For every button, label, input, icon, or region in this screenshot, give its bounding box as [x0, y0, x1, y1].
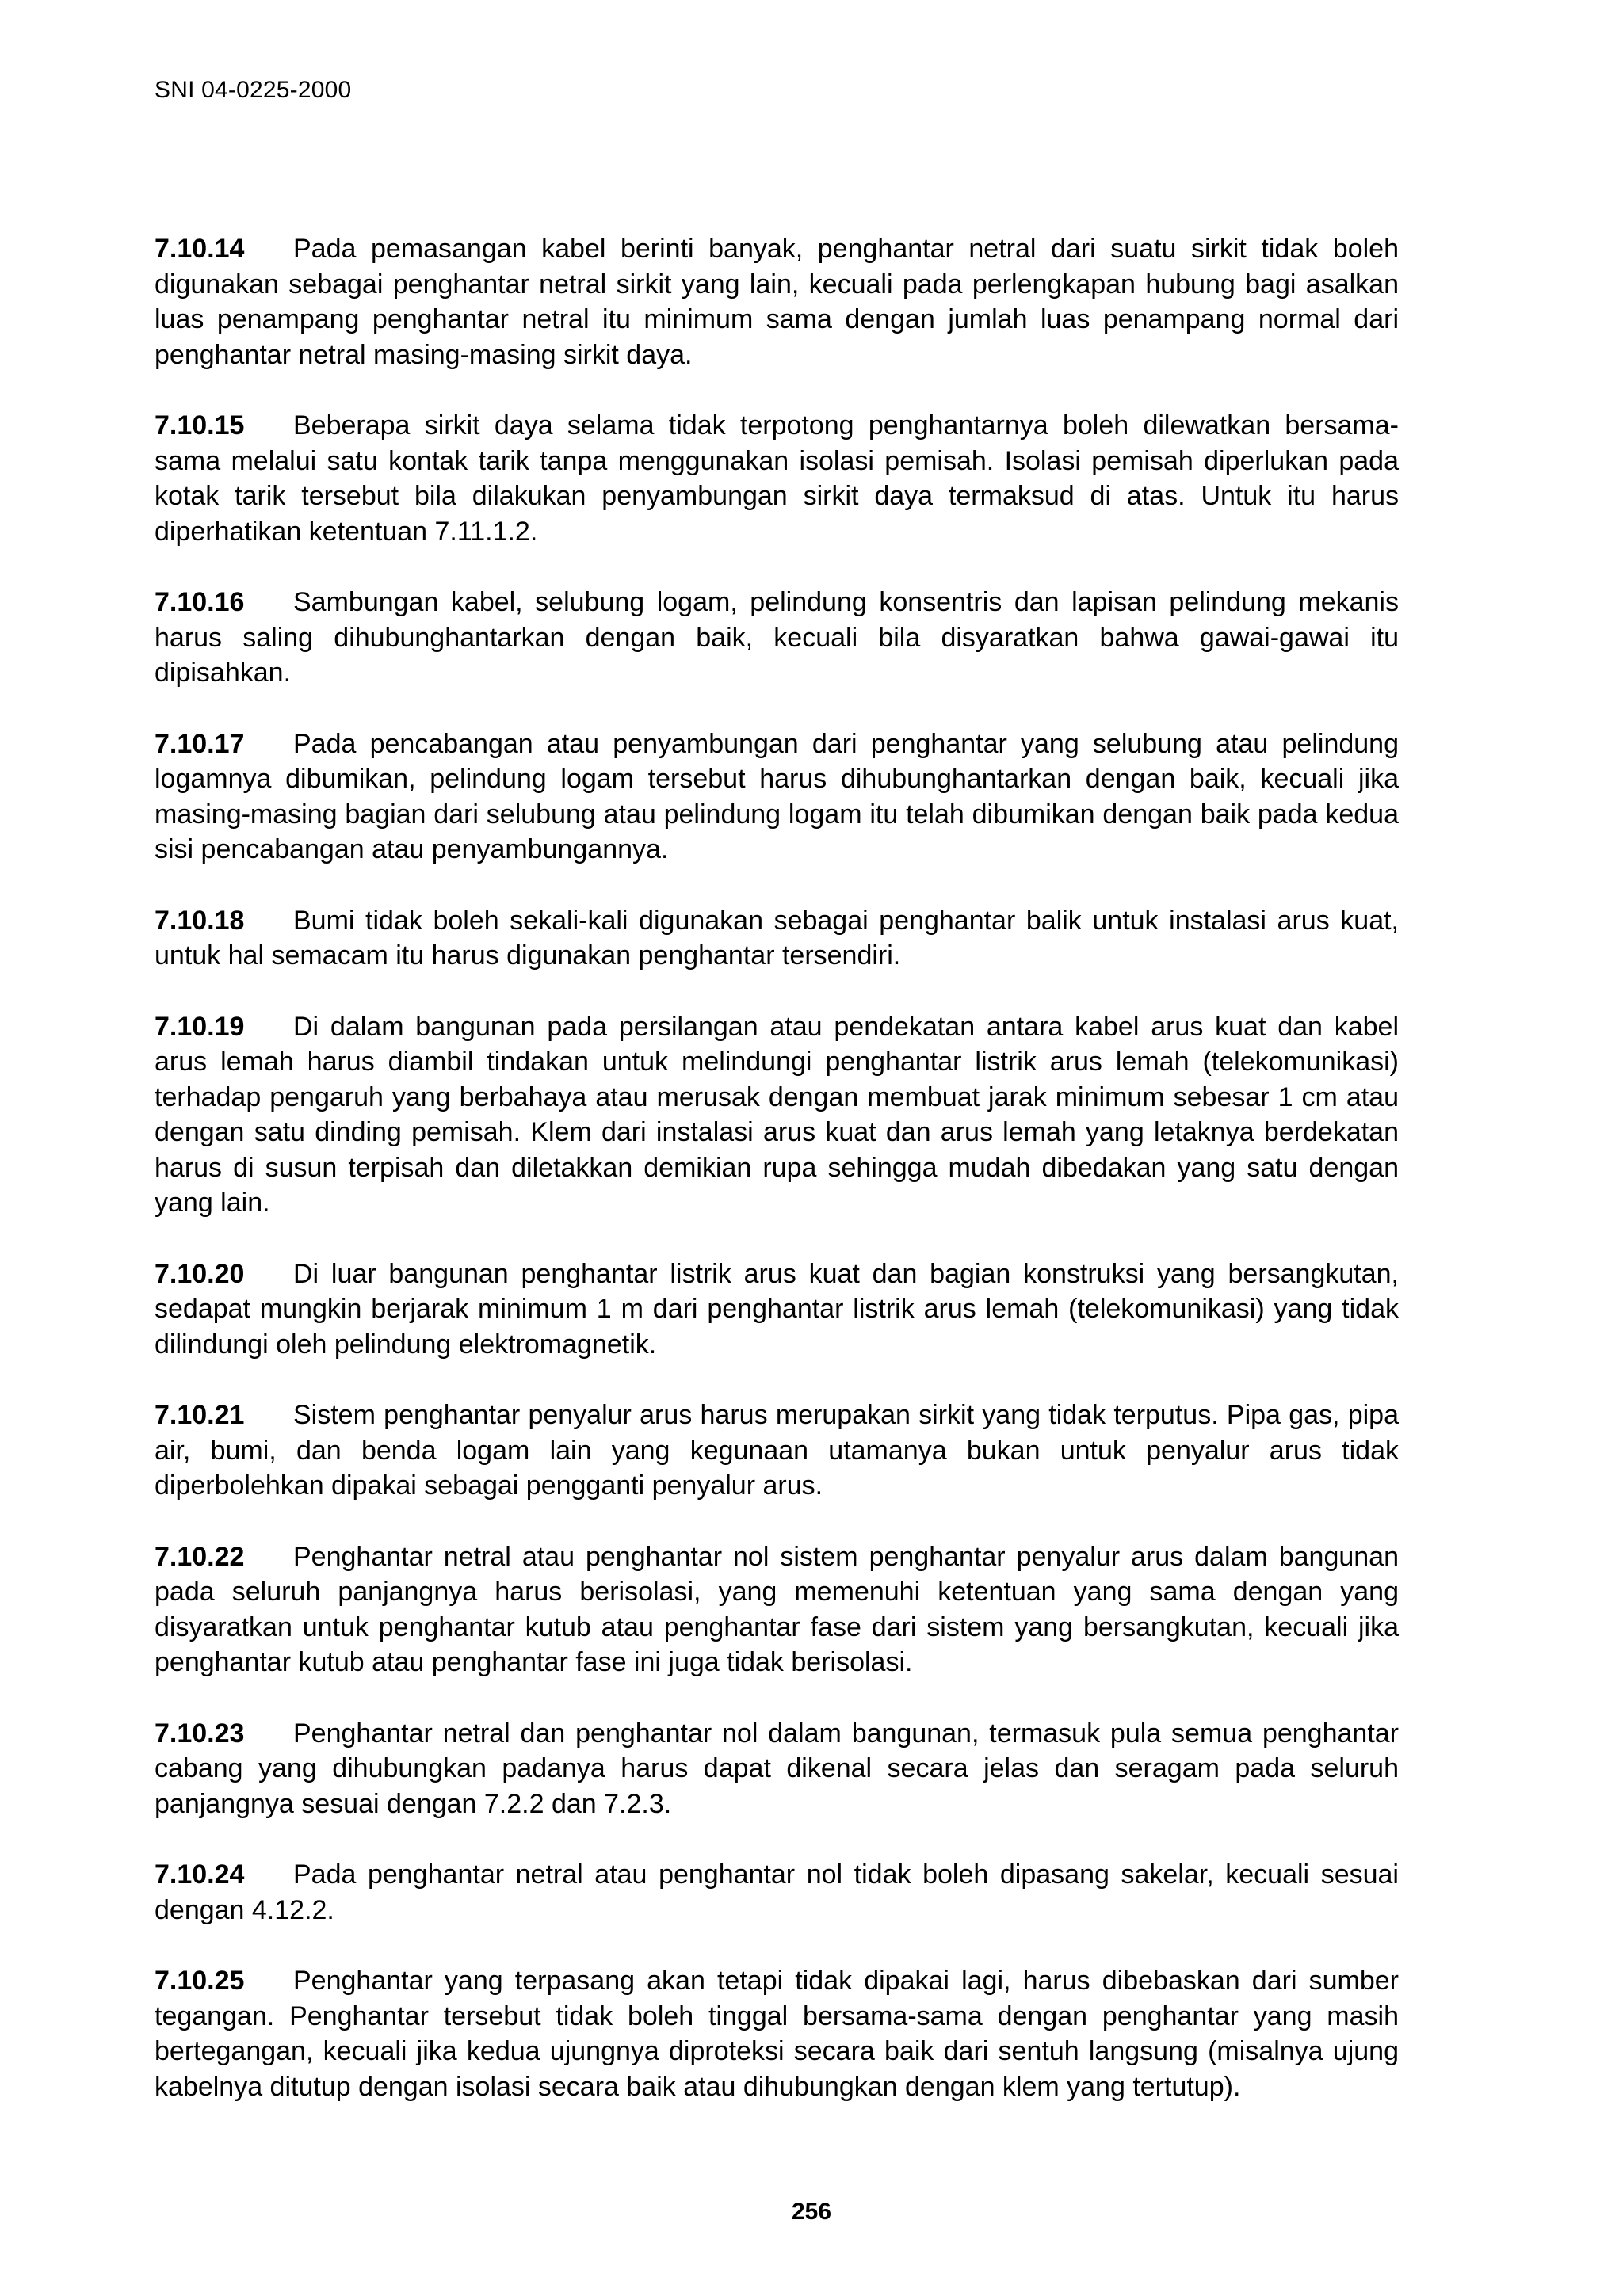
clause-7-10-21: [155, 1398, 1399, 1504]
clause-number: 7.10.18: [155, 905, 245, 936]
clause-7-10-22: [155, 1539, 1399, 1680]
clause-7-10-19: [155, 1009, 1399, 1221]
clause-7-10-24: [155, 1857, 1399, 1928]
page-number: 256: [791, 2199, 832, 2225]
clause-text: Pada pencabangan atau penyambungan dari penghantar yang selubung atau pelindung logamnya dibumikan, pelindung logam tersebut harus dihubunghantarkan dengan baik, kecuali jika masing-masing bagian dari selubung atau pelindung logam itu telah dibumikan dengan baik pada kedua sisi pencabangan atau penyambungannya.: [155, 728, 1399, 864]
clause-text: Sambungan kabel, selubung logam, pelindung konsentris dan lapisan pelindung mekanis harus saling dihubunghantarkan dengan baik, kecuali bila disyaratkan bahwa gawai-gawai itu dipisahkan.: [155, 587, 1399, 688]
clause-text: Di luar bangunan penghantar listrik arus kuat dan bagian konstruksi yang bersangkutan, sedapat mungkin berjarak minimum 1 m dari penghantar listrik arus lemah (telekomunikasi) yang tidak dilindungi oleh pelindung elektromagnetik.: [155, 1258, 1399, 1360]
clause-number: 7.10.23: [155, 1718, 245, 1749]
clause-number: 7.10.24: [155, 1859, 245, 1890]
clause-text: Sistem penghantar penyalur arus harus merupakan sirkit yang tidak terputus. Pipa gas, pipa air, bumi, dan benda logam lain yang kegunaan utamanya bukan untuk penyalur arus tidak diperbolehkan dipakai sebagai pengganti penyalur arus.: [155, 1400, 1399, 1501]
clause-text: Penghantar netral dan penghantar nol dalam bangunan, termasuk pula semua penghantar cabang yang dihubungkan padanya harus dapat dikenal secara jelas dan seragam pada seluruh panjangnya sesuai dengan 7.2.2 dan 7.2.3.: [155, 1718, 1399, 1819]
clause-number: 7.10.16: [155, 587, 245, 617]
clause-text: Di dalam bangunan pada persilangan atau pendekatan antara kabel arus kuat dan kabel arus lemah harus diambil tindakan untuk melindungi penghantar listrik arus lemah (telekomunikasi) terhadap pengaruh yang berbahaya atau merusak dengan membuat jarak minimum sebesar 1 cm atau dengan satu dinding pemisah. Klem dari instalasi arus kuat dan arus lemah yang letaknya berdekatan harus di susun terpisah dan diletakkan demikian rupa sehingga mudah dibedakan yang satu dengan yang lain.: [155, 1011, 1399, 1218]
document-code-header: SNI 04-0225-2000: [155, 77, 352, 103]
clause-number: 7.10.15: [155, 410, 245, 441]
clause-number: 7.10.19: [155, 1011, 245, 1042]
clause-7-10-17: [155, 727, 1399, 868]
clause-number: 7.10.14: [155, 234, 245, 264]
clause-7-10-14: [155, 231, 1399, 372]
clause-number: 7.10.25: [155, 1966, 245, 1996]
clause-number: 7.10.17: [155, 728, 245, 759]
clause-text: Penghantar netral atau penghantar nol sistem penghantar penyalur arus dalam bangunan pada seluruh panjangnya harus berisolasi, yang memenuhi ketentuan yang sama dengan yang disyaratkan untuk penghantar kutub atau penghantar fase dari sistem yang bersangkutan, kecuali jika penghantar kutub atau penghantar fase ini juga tidak berisolasi.: [155, 1541, 1399, 1677]
clause-7-10-15: [155, 408, 1399, 549]
clause-7-10-20: [155, 1257, 1399, 1363]
clause-number: 7.10.22: [155, 1541, 245, 1572]
clause-text: Pada pemasangan kabel berinti banyak, penghantar netral dari suatu sirkit tidak boleh digunakan sebagai penghantar netral sirkit yang lain, kecuali pada perlengkapan hubung bagi asalkan luas penampang penghantar netral itu minimum sama dengan jumlah luas penampang normal dari penghantar netral masing-masing sirkit daya.: [155, 234, 1399, 370]
clause-text: Bumi tidak boleh sekali-kali digunakan sebagai penghantar balik untuk instalasi arus kuat, untuk hal semacam itu harus digunakan penghantar tersendiri.: [155, 905, 1399, 971]
clause-7-10-18: [155, 903, 1399, 974]
clause-text: Penghantar yang terpasang akan tetapi tidak dipakai lagi, harus dibebaskan dari sumber tegangan. Penghantar tersebut tidak boleh tinggal bersama-sama dengan penghantar yang masih bertegangan, kecuali jika kedua ujungnya diproteksi secara baik dari sentuh langsung (misalnya ujung kabelnya ditutup dengan isolasi secara baik atau dihubungkan dengan klem yang tertutup).: [155, 1966, 1399, 2102]
clause-7-10-23: [155, 1716, 1399, 1822]
clause-number: 7.10.20: [155, 1258, 245, 1289]
clause-text: Pada penghantar netral atau penghantar nol tidak boleh dipasang sakelar, kecuali sesuai dengan 4.12.2.: [155, 1859, 1399, 1925]
clause-text: Beberapa sirkit daya selama tidak terpotong penghantarnya boleh dilewatkan bersama-sama melalui satu kontak tarik tanpa menggunakan isolasi pemisah. Isolasi pemisah diperlukan pada kotak tarik tersebut bila dilakukan penyambungan sirkit daya termaksud di atas. Untuk itu harus diperhatikan ketentuan 7.11.1.2.: [155, 410, 1399, 547]
clause-7-10-16: [155, 585, 1399, 691]
clause-number: 7.10.21: [155, 1400, 245, 1430]
clause-7-10-25: [155, 1963, 1399, 2104]
document-body: [155, 231, 1399, 2140]
